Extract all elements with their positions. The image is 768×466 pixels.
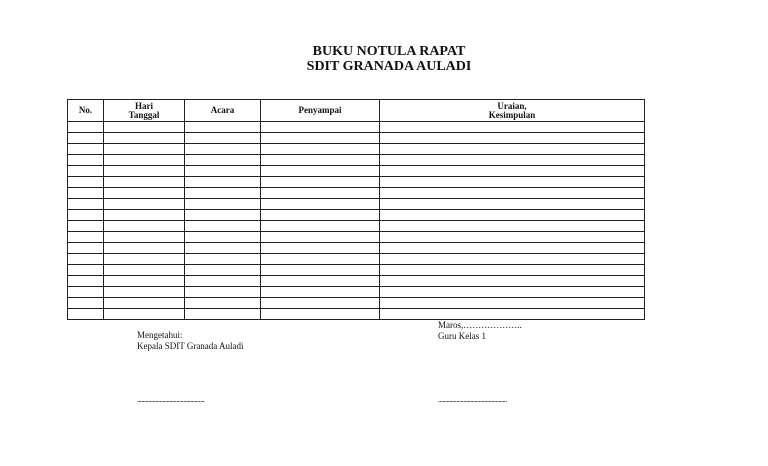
table-cell-penyampai [261, 276, 380, 287]
table-body [68, 122, 645, 320]
right-signature-block [438, 320, 522, 342]
table-cell-hari [104, 298, 185, 309]
notula-table [67, 99, 645, 320]
table-cell-penyampai [261, 254, 380, 265]
table-row [68, 243, 645, 254]
table-cell-hari [104, 133, 185, 144]
table-cell-no [68, 199, 104, 210]
table-row [68, 133, 645, 144]
table-cell-uraian [380, 254, 645, 265]
table-cell-hari [104, 232, 185, 243]
table-cell-acara [185, 188, 261, 199]
table-cell-hari [104, 309, 185, 320]
table-cell-no [68, 265, 104, 276]
table-row [68, 155, 645, 166]
table-cell-acara [185, 243, 261, 254]
table-row [68, 199, 645, 210]
kepala-sekolah-label: Kepala SDIT Granada Auladi [137, 341, 244, 351]
table-cell-penyampai [261, 210, 380, 221]
table-cell-penyampai [261, 199, 380, 210]
table-cell-uraian [380, 265, 645, 276]
table-cell-hari [104, 210, 185, 221]
table-cell-uraian [380, 210, 645, 221]
table-cell-hari [104, 177, 185, 188]
table-cell-hari [104, 144, 185, 155]
table-row [68, 144, 645, 155]
table-cell-hari [104, 155, 185, 166]
header-acara [185, 100, 261, 122]
table-cell-acara [185, 199, 261, 210]
table-row [68, 276, 645, 287]
table-cell-acara [185, 287, 261, 298]
table-cell-uraian [380, 287, 645, 298]
table-cell-no [68, 254, 104, 265]
header-penyampai [261, 100, 380, 122]
table-cell-penyampai [261, 265, 380, 276]
header-hari-label: Hari [135, 100, 153, 111]
table-cell-hari [104, 166, 185, 177]
table-cell-uraian [380, 199, 645, 210]
table-cell-no [68, 243, 104, 254]
table-cell-uraian [380, 309, 645, 320]
table-cell-penyampai [261, 144, 380, 155]
table-cell-uraian [380, 122, 645, 133]
header-no [68, 100, 104, 122]
table-cell-hari [104, 199, 185, 210]
table-cell-uraian [380, 166, 645, 177]
table-cell-no [68, 210, 104, 221]
table-cell-penyampai [261, 166, 380, 177]
table-cell-hari [104, 122, 185, 133]
table-cell-uraian [380, 188, 645, 199]
table-cell-hari [104, 243, 185, 254]
table-cell-penyampai [261, 232, 380, 243]
guru-kelas-label: Guru Kelas 1 [438, 331, 486, 341]
table-cell-uraian [380, 133, 645, 144]
table-cell-penyampai [261, 155, 380, 166]
table-row [68, 265, 645, 276]
table-row [68, 298, 645, 309]
table-row [68, 232, 645, 243]
table-cell-uraian [380, 144, 645, 155]
table-cell-acara [185, 254, 261, 265]
right-signature-line: ................................................. [438, 395, 507, 404]
table-cell-no [68, 287, 104, 298]
table-cell-penyampai [261, 243, 380, 254]
table-cell-hari [104, 188, 185, 199]
table-cell-acara [185, 166, 261, 177]
table-row [68, 122, 645, 133]
table-cell-acara [185, 177, 261, 188]
table-cell-no [68, 133, 104, 144]
table-cell-penyampai [261, 122, 380, 133]
table-cell-no [68, 276, 104, 287]
table-cell-penyampai [261, 221, 380, 232]
left-signature-block [137, 330, 244, 352]
header-hari-tanggal [104, 100, 185, 122]
table-row [68, 254, 645, 265]
table-cell-hari [104, 287, 185, 298]
table-cell-penyampai [261, 177, 380, 188]
table-cell-hari [104, 254, 185, 265]
table-row [68, 309, 645, 320]
table-cell-no [68, 221, 104, 232]
table-row [68, 177, 645, 188]
left-signature-line: ................................................ [137, 395, 205, 404]
table-cell-hari [104, 276, 185, 287]
table-cell-acara [185, 155, 261, 166]
document-title: BUKU NOTULA RAPAT [312, 44, 466, 59]
table-cell-uraian [380, 298, 645, 309]
table-cell-no [68, 309, 104, 320]
header-no-label: No. [78, 105, 93, 115]
place-date-label: Maros,……………….. [438, 320, 522, 330]
table-cell-acara [185, 298, 261, 309]
table-cell-hari [104, 265, 185, 276]
table-cell-acara [185, 144, 261, 155]
table-cell-penyampai [261, 298, 380, 309]
table-row [68, 210, 645, 221]
table-cell-hari [104, 221, 185, 232]
table-cell-uraian [380, 232, 645, 243]
table-cell-acara [185, 309, 261, 320]
table-cell-penyampai [261, 133, 380, 144]
table-cell-uraian [380, 177, 645, 188]
table-row [68, 188, 645, 199]
table-cell-uraian [380, 155, 645, 166]
table-cell-penyampai [261, 287, 380, 298]
header-acara-label: Acara [210, 105, 235, 115]
header-penyampai-label: Penyampai [298, 105, 342, 115]
table-cell-penyampai [261, 188, 380, 199]
table-cell-no [68, 122, 104, 133]
table-cell-uraian [380, 243, 645, 254]
table-cell-uraian [380, 276, 645, 287]
table-row [68, 221, 645, 232]
table-cell-penyampai [261, 309, 380, 320]
document-subtitle: SDIT GRANADA AULADI [306, 59, 472, 74]
table-cell-acara [185, 276, 261, 287]
table-cell-acara [185, 221, 261, 232]
header-uraian-label: Uraian, [497, 100, 527, 111]
table-cell-acara [185, 133, 261, 144]
table-cell-no [68, 232, 104, 243]
header-tanggal-label: Tanggal [128, 109, 160, 120]
table-cell-acara [185, 122, 261, 133]
table-cell-no [68, 166, 104, 177]
mengetahui-label: Mengetahui: [137, 330, 183, 340]
table-cell-acara [185, 210, 261, 221]
table-cell-no [68, 155, 104, 166]
header-kesimpulan-label: Kesimpulan [488, 109, 536, 120]
table-cell-no [68, 298, 104, 309]
table-row [68, 287, 645, 298]
header-uraian-kesimpulan [380, 100, 645, 122]
table-cell-no [68, 144, 104, 155]
table-cell-no [68, 188, 104, 199]
table-row [68, 166, 645, 177]
table-cell-acara [185, 232, 261, 243]
table-header-row [68, 100, 645, 122]
table-cell-uraian [380, 221, 645, 232]
table-cell-acara [185, 265, 261, 276]
table-cell-no [68, 177, 104, 188]
